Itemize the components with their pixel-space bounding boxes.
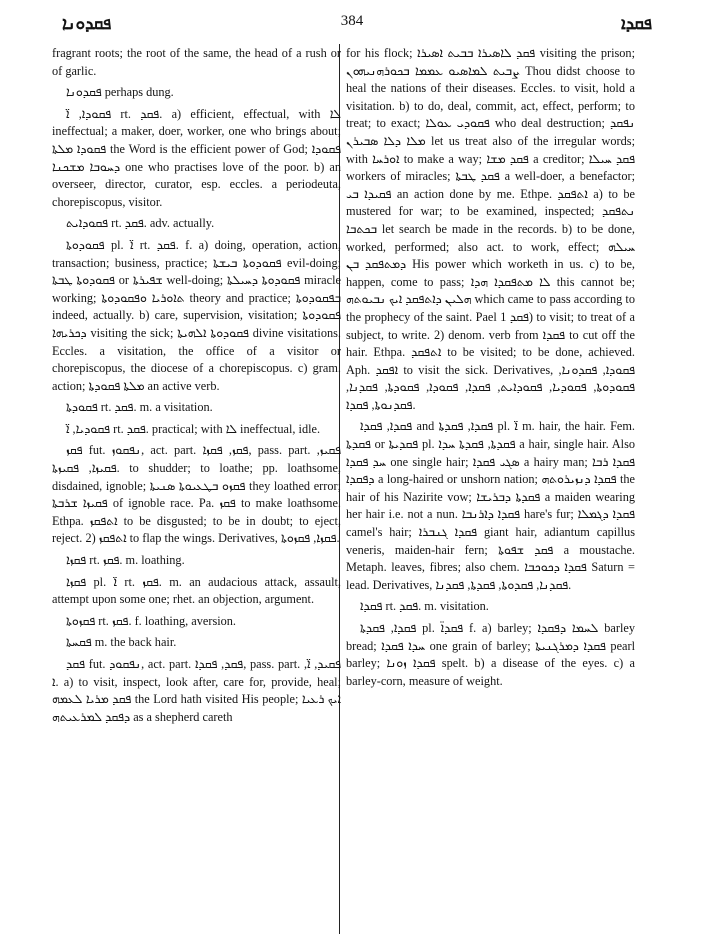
dictionary-entry: ܦܩܘܕܝܐ, ܐ̈ rt. ܦܩܕ. practical; with ܠܐ ineffectual, idle. [66,421,321,436]
left-column [52,45,341,933]
page-header [52,12,652,36]
dictionary-entry: ܦܩܕܐ, ܦܩܕܐ and ܦܩܕܐ, ܦܩܕܬܐ pl. ܐ̈ m. hair, the hair. Fem. ܦܩܕܬܐ or ܦܩܕܝܬܐ pl. ܦܩܕܬܐ, ܦܩܕܬܐ ܚܕܐ a hair, single hair. Also ܚܕ ܦܩܕܐ one single hair; ܣܓܝ ܦܩܕܐ a hairy man; ܦܩܕܐ ܪܒܐ ܕܦܩܕܐ a long-haired or unshorn nation; ܦܩܕܐ ܕܢܙܝܪܘܬܗ the hair of his Nazirite vow; ܦܩܕܬܐ ܕܒܪܝܫܐ a maiden wearing her hair i.e. not a nun. ܦܩܕܐ ܕܐܪܢܒܐ hare's fur; ܦܩܕܐ ܕܓܡܠܐ camel's hair; ܦܩܕܐ ܓܢܒܪܐ giant hair, adiantum capillus veneris, maiden-hair fern; ܦܩܕ ܫܦܘܬܐ a moustache. Metaph. leaves, fibres; also chem. ܦܩܕܐ ܕܟܘܟܒܐ Saturn = lead. Derivatives, ܦܩܕܢܐ, ܦܩܕܘܬܐ, ܦܩܕܬܐ, ܦܩܕܢܐ. [346,419,635,592]
right-column [346,45,635,933]
dictionary-entry: ܦܩܙܐ rt. ܦܩܙ. m. loathing. [66,553,185,568]
dictionary-entry: ܦܩܘܕܘܬܐ pl. ܐ̈ rt. ܦܩܕ. f. a) doing, operation, action, transaction; business, practice; ܦܩܘܕܘܬܐ ܒܝܫܬܐ evil-doing; ܦܩܘܕܘܬܐ ܛܒܬܐ or ܫܦܝܪܬܐ well-doing; ܦܩܘܕܘܬܐ ܕܚܝܠܬܐ miracle working; ܬܐܘܪܝܐ ܘܦܩܘܕܘܬܐ theory and practice; ܒܦܩܘܕܘܬܐ indeed, actually. b) care, supervision, visitation; ܦܩܘܕܘܬܐ ܕܟܪܝܗܐ visiting the sick; ܦܩܘܕܘܬܐ ܐܠܗܝܬܐ divine visitations. Eccles. a visitation, the office of a visitor or chorepiscopus, the diocese of a chorepiscopus. c) gram. action; ܡܠܬܐ ܦܩܘܕܬܐ an active verb. [52,237,341,393]
dictionary-entry: ܦܩܙ fut. ܢܦܩܘܙ, act. part. ܦܩܙ, ܦܩܙܐ, pass. part. ܦܩܝܙ, ܦܩܝܙܐ, ܦܩܝܙܬܐ. to shudder; to loathe; pp. loathsome, disdained, ignoble; ܦܩܙܘ ܒܛܥܝܘܬܐ ܣܢܝܬܐ they loathed error; ܦܩܝܙܐ ܫܪܒܬܐ of ignoble race. Pa. ܦܩܙ to make loathsome. Ethpa. ܐܬܦܩܙ to be disgusted; to be in doubt; to eject, reject. 2) ܐܬܦܩܙ to flap the wings. Derivatives, ܦܩܙܐ, ܦܩܙܘܬܐ. [52,443,341,546]
dictionary-entry: ܦܩܙܘܬܐ rt. ܦܩܙ. f. loathing, aversion. [66,613,237,628]
dictionary-entry: ܦܩܘܕܐ, ܐ̈ rt. ܦܩܕ. a) efficient, effectual, with ܠܐ ineffectual; a maker, doer, worker, one who brings about; ܦܩܘܕܐ ܡܠܬܐ the Word is the efficient power of God; ܦܩܘܕܐ ܕܚܘܒܐ ܡܫܟܢܐ one who practises love of the poor. b) an overseer, director, curator, esp. eccles. a periodeuta, chorepiscopus, visitor. [52,106,341,209]
page-number: 384 [340,13,364,29]
dictionary-entry: for his flock; ܦܩܕ ܠܐܣܝܪܐ ܒܒܝܬ ܐܣܝܪܐ visiting the prison; ܨܒܝܬ ܠܡܐܣܝܘ ܥܡܡܐ ܒܟܘܪܗܢܝܗܘܢ Thou didst choose to heal the nations of their diseases. Eccles. to visit, hold a visitation. b) to do, deal, commit, act, effect, perform; to treat; to exact; ܦܩܘܕܝ ܥܘܠܐ who deal destruction; ܢܦܩܕ ܡܠܐ ܕܠܐ ܣܒܝܪܢ let us treat also of the irregular words; with ܐܘܪܚܐ to make a way; ܦܩܕ ܡܫܐ a creditor; ܦܩܕ ܚܝܠܐ workers of miracles; ܦܩܕ ܛܒܬܐ a well-doer, a benefactor; ܦܩܝܕܐ ܒܝ an action done by me. Ethpe. ܐܬܦܩܕ a) to be mustered for war; to be examined, inspected; ܢܬܦܩܕ ܒܟܬܒܐ let search be made in the records. b) to be done, worked, performed; also act. to work, effect; ܚܝܠܗ ܕܡܬܦܩܕ ܒܢ His power which worketh in us. c) to be, happen, come to pass; ܠܐ ܡܬܦܩܕܐ ܗܕܐ this cannot be; ܗܠܝܢ ܕܐܬܦܩܕ ܐܝܟ ܢܒܝܘܬܗ which came to pass according to the prophecy of the saint. Pael ܦܩܕ 1) to visit; to treat of a subject, to write. 2) denom. verb from ܦܩܕܐ to cut off the hair. Ethpa. ܐܬܦܩܕ to be visited; to be done, achieved. Aph. ܐܦܩܕ to visit the sick. Derivatives, ܦܩܘܕܐ, ܦܩܕܘܢܐ, ܦܩܘܕܘܬܐ, ܦܩܘܕܝܐ, ܦܩܘܕܐܝܬ, ܦܩܕܐ, ܦܩܘܕܐ, ܦܩܘܕܬܐ, ܦܩܕܢܐ, ܦܩܕܢܘܬܐ, ܦܩܕܐ. [346,46,635,412]
header-right-catchword: ܦܩܕܐ [620,14,652,33]
header-left-catchword: ܦܩܕܘܢܐ [62,14,112,33]
dictionary-entry: ܦܩܕܐ rt. ܦܩܕ. m. visitation. [360,599,489,614]
dictionary-entry: ܦܩܕܐ, ܦܩܕܬܐ pl. ܦܩܕܐ̈ f. a) barley; ܠܚܡܐ ܕܦܩܕܐ barley bread; ܚܕܐ ܦܩܕܐ one grain of barley; ܦܩܕܐ ܕܡܪܓܢܝܬܐ pearl barley; ܦܩܕܐ ܙܘܢܐ spelt. b) a disease of the eyes. c) a barley-corn, measure of weight. [346,621,635,688]
dictionary-entry: ܦܩܘܕܐܝܬ rt. ܦܩܕ. adv. actually. [66,216,215,231]
dictionary-entry: ܦܩܕܘܢܐ perhaps dung. [66,85,174,100]
dictionary-entry: ܦܩܘܕܬܐ rt. ܦܩܕ. m. a visitation. [66,400,213,415]
dictionary-entry: fragrant roots; the root of the same, the head of a rush or of garlic. [52,46,341,78]
dictionary-entry: ܦܩܚܬܐ m. the back hair. [66,635,177,650]
dictionary-entry: ܦܩܙܐ pl. ܐ̈ rt. ܦܩܙ. m. an audacious attack, assault, attempt upon some one; rhet. an objection, argument. [52,574,341,607]
dictionary-entry: ܦܩܕ fut. ܢܦܩܘܕ, act. part. ܦܩܕ, ܦܩܕܐ, pass. part. ܦܩܝܕ, ܐ̈, ܐ. a) to visit, inspect, look after, care for, provide, heal; ܦܩܕ ܡܪܝܐ ܠܥܡܗ the Lord hath visited His people; ܐܝܟ ܪܥܝܐ ܕܦܩܕ ܠܡܪܥܝܬܗ as a shepherd careth [52,657,341,724]
